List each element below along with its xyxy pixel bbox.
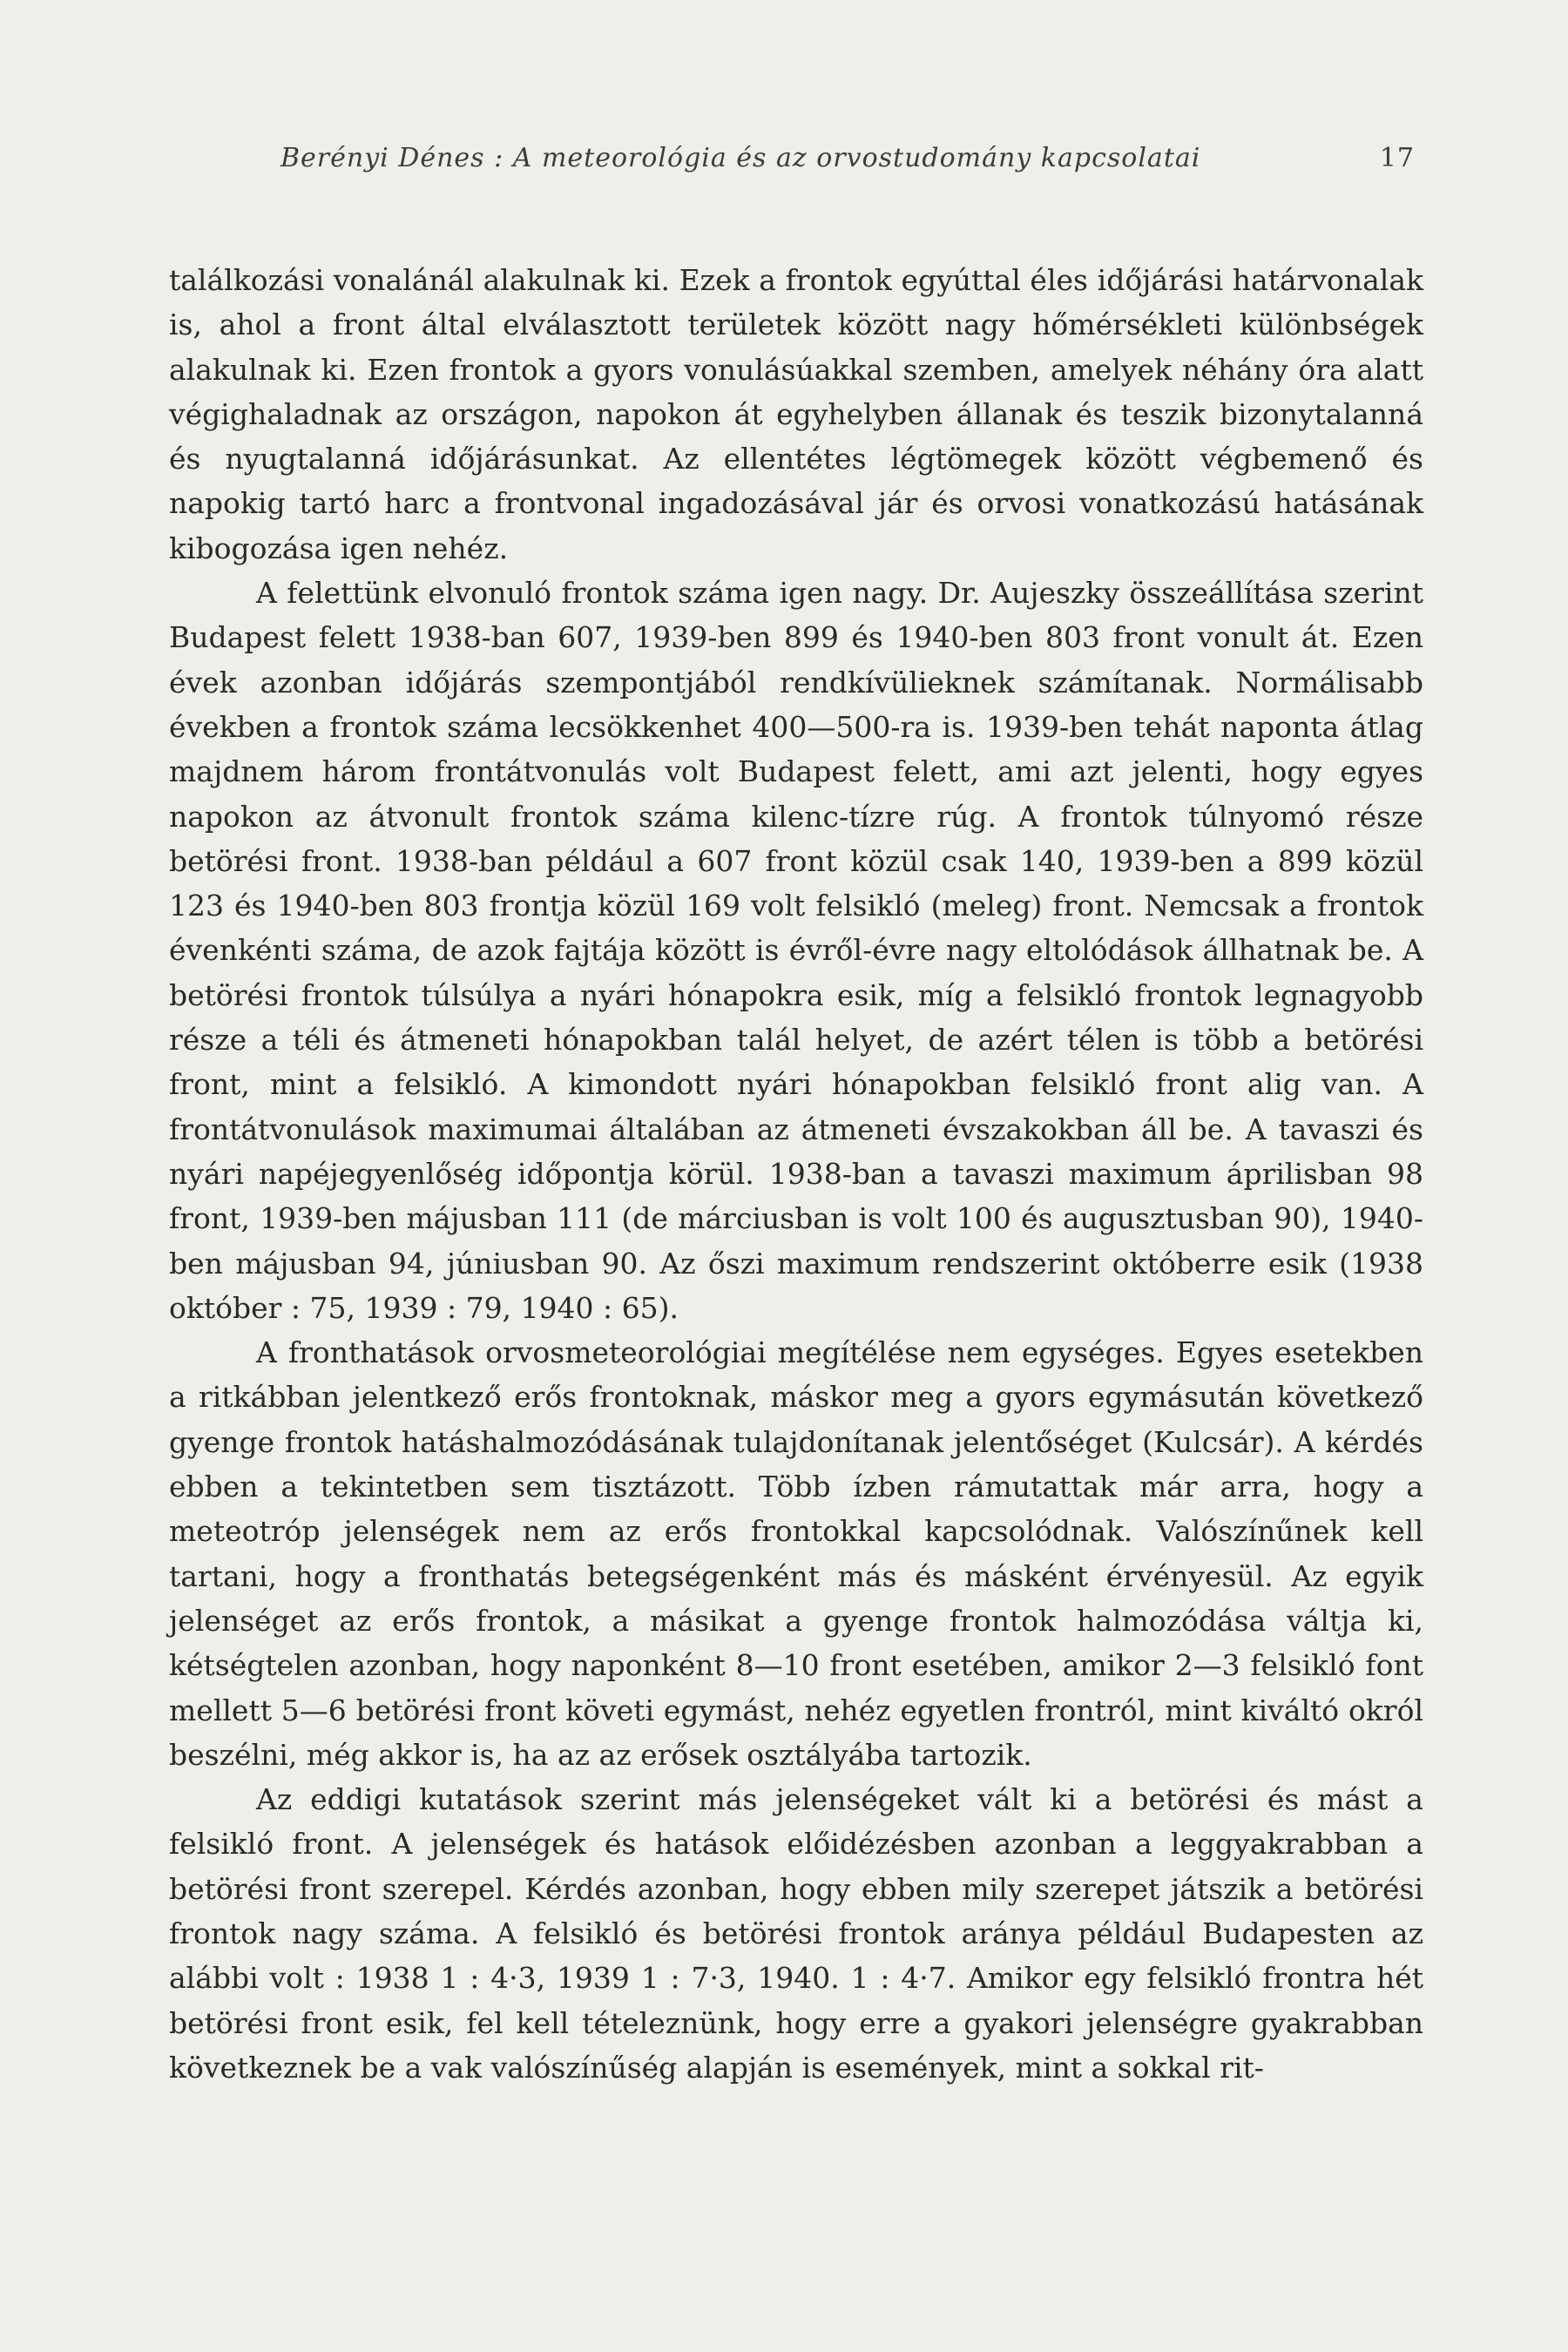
running-title: Berényi Dénes : A meteorológia és az orvostudomány kapcsolatai bbox=[280, 143, 1201, 173]
body-text bbox=[169, 258, 1423, 2090]
paragraph-front-effects: A fronthatások orvosmeteorológiai megítélése nem egységes. Egyes esetekben a ritkábban jelentkező erős frontoknak, máskor meg a gyors egymásután következő gyenge frontok hatáshalmozódásának tulajdonítanak jelentőséget (Kulcsár). A kérdés ebben a tekintetben sem tisztázott. Több ízben rámutattak már arra, hogy a meteotróp jelenségek nem az erős frontokkal kapcsolódnak. Valószínűnek kell tartani, hogy a fronthatás betegségenként más és másként érvényesül. Az egyik jelenséget az erős frontok, a másikat a gyenge frontok halmozódása váltja ki, kétségtelen azonban, hogy naponként 8—10 front esetében, amikor 2—3 felsikló font mellett 5—6 betörési front követi egymást, nehéz egyetlen frontról, mint kiváltó okról beszélni, még akkor is, ha az az erősek osztályába tartozik. bbox=[169, 1335, 1423, 1772]
paragraph-front-research: Az eddigi kutatások szerint más jelenségeket vált ki a betörési és mást a felsikló front. A jelenségek és hatások előidézésben azonban a leggyakrabban a betörési front szerepel. Kérdés azonban, hogy ebben mily szerepet játszik a betörési frontok nagy száma. A felsikló és betörési frontok aránya például Budapesten az alábbi volt : 1938 1 : 4·3, 1939 1 : 7·3, 1940. 1 : 4·7. Amikor egy felsikló frontra hét betörési front esik, fel kell tételeznünk, hogy erre a gyakori jelenségre gyakrabban következnek be a vak valószínűség alapján is események, mint a sokkal rit- bbox=[169, 1782, 1423, 2085]
paragraph-front-counts: A felettünk elvonuló frontok száma igen nagy. Dr. Aujeszky összeállítása szerint Budapest felett 1938-ban 607, 1939-ben 899 és 1940-ben 803 front vonult át. Ezen évek azonban időjárás szempontjából rendkívülieknek számítanak. Normálisabb években a frontok száma lecsökkenhet 400—500-ra is. 1939-ben tehát naponta átlag majdnem három frontátvonulás volt Budapest felett, ami azt jelenti, hogy egyes napokon az átvonult frontok száma kilenc-tízre rúg. A frontok túlnyomó része betörési front. 1938-ban például a 607 front közül csak 140, 1939-ben a 899 közül 123 és 1940-ben 803 frontja közül 169 volt felsikló (meleg) front. Nemcsak a frontok évenkénti száma, de azok fajtája között is évről-évre nagy eltolódások állhatnak be. A betörési frontok túlsúlya a nyári hónapokra esik, míg a felsikló frontok legnagyobb része a téli és átmeneti hónapokban talál helyet, de azért télen is több a betörési front, mint a felsikló. A kimondott nyári hónapokban felsikló front alig van. A frontátvonulások maximumai általában az átmeneti évszakokban áll be. A tavaszi és nyári napéjegyenlőség időpontja körül. 1938-ban a tavaszi maximum áprilisban 98 front, 1939-ben májusban 111 (de márciusban is volt 100 és augusztusban 90), 1940-ben májusban 94, júniusban 90. Az őszi maximum rendszerint októberre esik (1938 október : 75, 1939 : 79, 1940 : 65). bbox=[169, 576, 1423, 1325]
paragraph-continuation: találkozási vonalánál alakulnak ki. Ezek a frontok egyúttal éles időjárási határvonalak is, ahol a front által elválasztott területek között nagy hőmérsékleti különbségek alakulnak ki. Ezen frontok a gyors vonulásúakkal szemben, amelyek néhány óra alatt végighaladnak az országon, napokon át egyhelyben állanak és teszik bizonytalanná és nyugtalanná időjárásunkat. Az ellentétes légtömegek között végbemenő és napokig tartó harc a frontvonal ingadozásával jár és orvosi vonatkozású hatásának kibogozása igen nehéz. bbox=[169, 263, 1423, 565]
running-head bbox=[280, 138, 1415, 181]
page-number: 17 bbox=[1379, 143, 1415, 173]
